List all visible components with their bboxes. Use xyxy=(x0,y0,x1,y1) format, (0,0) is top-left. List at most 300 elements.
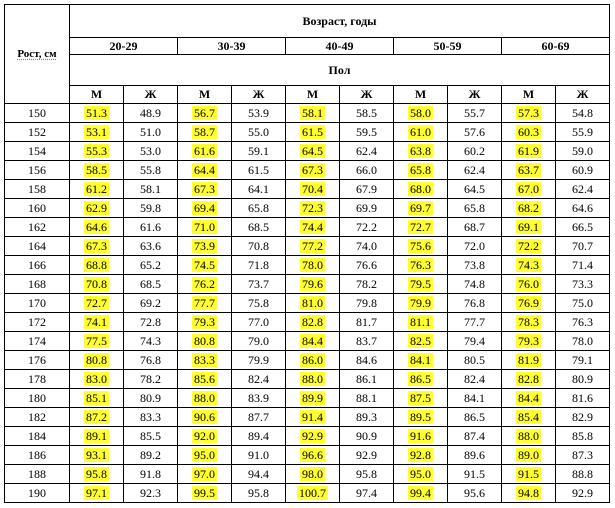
highlighted-value: 67.0 xyxy=(518,181,539,196)
female-weight-cell: 79.0 xyxy=(232,332,286,351)
highlighted-value: 89.0 xyxy=(518,447,539,462)
male-weight-cell xyxy=(178,180,232,199)
male-weight-cell xyxy=(178,161,232,180)
female-weight-cell: 51.0 xyxy=(124,123,178,142)
male-weight-cell xyxy=(178,237,232,256)
male-weight-cell xyxy=(70,370,124,389)
female-weight-cell: 80.9 xyxy=(124,389,178,408)
highlighted-value: 74.1 xyxy=(86,314,107,329)
male-weight-cell xyxy=(502,104,556,123)
height-cell: 184 xyxy=(5,427,70,446)
male-weight-cell xyxy=(394,465,448,484)
highlighted-value: 72.2 xyxy=(518,238,539,253)
male-weight-cell xyxy=(70,351,124,370)
female-weight-cell: 84.6 xyxy=(340,351,394,370)
female-weight-cell: 71.4 xyxy=(556,256,610,275)
female-weight-cell: 70.7 xyxy=(556,237,610,256)
female-weight-cell: 76.3 xyxy=(556,313,610,332)
male-weight-cell xyxy=(178,199,232,218)
male-weight-cell xyxy=(286,351,340,370)
female-weight-cell: 87.4 xyxy=(448,427,502,446)
male-weight-cell xyxy=(502,218,556,237)
highlighted-value: 92.0 xyxy=(194,428,215,443)
female-weight-cell: 80.9 xyxy=(556,370,610,389)
male-weight-cell xyxy=(70,446,124,465)
male-weight-cell xyxy=(394,408,448,427)
male-weight-cell xyxy=(70,123,124,142)
female-weight-cell: 65.2 xyxy=(124,256,178,275)
highlighted-value: 64.4 xyxy=(194,162,215,177)
male-weight-cell xyxy=(178,427,232,446)
female-weight-cell: 80.5 xyxy=(448,351,502,370)
highlighted-value: 72.7 xyxy=(86,295,107,310)
female-weight-cell: 76.8 xyxy=(124,351,178,370)
height-cell: 164 xyxy=(5,237,70,256)
male-weight-cell xyxy=(70,104,124,123)
highlighted-value: 74.3 xyxy=(518,257,539,272)
height-cell: 150 xyxy=(5,104,70,123)
highlighted-value: 69.7 xyxy=(410,200,431,215)
highlighted-value: 61.0 xyxy=(410,124,431,139)
highlighted-value: 60.3 xyxy=(518,124,539,139)
female-weight-cell: 89.4 xyxy=(232,427,286,446)
male-weight-cell xyxy=(178,465,232,484)
height-cell: 176 xyxy=(5,351,70,370)
table-row xyxy=(5,465,610,484)
male-weight-cell xyxy=(70,408,124,427)
table-row xyxy=(5,161,610,180)
male-weight-cell xyxy=(286,161,340,180)
height-cell: 190 xyxy=(5,484,70,503)
male-weight-cell xyxy=(394,332,448,351)
female-weight-cell: 72.2 xyxy=(340,218,394,237)
highlighted-value: 89.1 xyxy=(86,428,107,443)
male-weight-cell xyxy=(178,104,232,123)
highlighted-value: 84.4 xyxy=(518,390,539,405)
male-weight-cell xyxy=(178,370,232,389)
highlighted-value: 58.7 xyxy=(194,124,215,139)
highlighted-value: 61.5 xyxy=(302,124,323,139)
female-weight-cell: 81.6 xyxy=(556,389,610,408)
highlighted-value: 86.0 xyxy=(302,352,323,367)
highlighted-value: 57.3 xyxy=(518,105,539,120)
highlighted-value: 69.4 xyxy=(194,200,215,215)
male-weight-cell xyxy=(178,275,232,294)
highlighted-value: 67.3 xyxy=(194,181,215,196)
highlighted-value: 84.4 xyxy=(302,333,323,348)
male-weight-cell xyxy=(502,484,556,503)
female-weight-cell: 66.5 xyxy=(556,218,610,237)
male-weight-cell xyxy=(394,218,448,237)
highlighted-value: 82.5 xyxy=(410,333,431,348)
male-weight-cell xyxy=(70,199,124,218)
female-weight-cell: 86.5 xyxy=(448,408,502,427)
male-weight-cell xyxy=(502,370,556,389)
female-weight-cell: 73.7 xyxy=(232,275,286,294)
highlighted-value: 69.1 xyxy=(518,219,539,234)
female-weight-cell: 55.9 xyxy=(556,123,610,142)
age-header: Возраст, годы xyxy=(70,5,610,38)
sex-label-female: Ж xyxy=(556,86,610,104)
highlighted-value: 82.8 xyxy=(518,371,539,386)
male-weight-cell xyxy=(394,389,448,408)
male-weight-cell xyxy=(502,294,556,313)
male-weight-cell xyxy=(178,142,232,161)
male-weight-cell xyxy=(502,446,556,465)
male-weight-cell xyxy=(286,142,340,161)
female-weight-cell: 97.4 xyxy=(340,484,394,503)
age-group-60-69: 60-69 xyxy=(502,38,610,55)
highlighted-value: 62.9 xyxy=(86,200,107,215)
male-weight-cell xyxy=(394,123,448,142)
female-weight-cell: 95.6 xyxy=(448,484,502,503)
sex-label-female: Ж xyxy=(124,86,178,104)
female-weight-cell: 77.7 xyxy=(448,313,502,332)
highlighted-value: 53.1 xyxy=(86,124,107,139)
table-row xyxy=(5,313,610,332)
male-weight-cell xyxy=(286,275,340,294)
male-weight-cell xyxy=(70,161,124,180)
female-weight-cell: 68.5 xyxy=(232,218,286,237)
male-weight-cell xyxy=(394,142,448,161)
height-cell: 162 xyxy=(5,218,70,237)
highlighted-value: 65.8 xyxy=(410,162,431,177)
male-weight-cell xyxy=(70,180,124,199)
highlighted-value: 58.1 xyxy=(302,105,323,120)
female-weight-cell: 85.8 xyxy=(556,427,610,446)
male-weight-cell xyxy=(70,218,124,237)
male-weight-cell xyxy=(178,123,232,142)
female-weight-cell: 85.5 xyxy=(124,427,178,446)
male-weight-cell xyxy=(502,313,556,332)
highlighted-value: 89.9 xyxy=(302,390,323,405)
male-weight-cell xyxy=(394,446,448,465)
highlighted-value: 55.3 xyxy=(86,143,107,158)
highlighted-value: 88.0 xyxy=(518,428,539,443)
female-weight-cell: 89.6 xyxy=(448,446,502,465)
male-weight-cell xyxy=(502,199,556,218)
highlighted-value: 76.0 xyxy=(518,276,539,291)
male-weight-cell xyxy=(502,465,556,484)
female-weight-cell: 91.8 xyxy=(124,465,178,484)
table-row xyxy=(5,389,610,408)
female-weight-cell: 92.9 xyxy=(556,484,610,503)
female-weight-cell: 78.0 xyxy=(556,332,610,351)
highlighted-value: 67.3 xyxy=(302,162,323,177)
female-weight-cell: 53.9 xyxy=(232,104,286,123)
male-weight-cell xyxy=(286,180,340,199)
highlighted-value: 79.3 xyxy=(194,314,215,329)
female-weight-cell: 71.8 xyxy=(232,256,286,275)
male-weight-cell xyxy=(178,446,232,465)
male-weight-cell xyxy=(178,484,232,503)
female-weight-cell: 74.3 xyxy=(124,332,178,351)
sex-header: Пол xyxy=(70,55,610,86)
male-weight-cell xyxy=(502,275,556,294)
highlighted-value: 83.3 xyxy=(194,352,215,367)
male-weight-cell xyxy=(286,427,340,446)
height-cell: 174 xyxy=(5,332,70,351)
highlighted-value: 84.1 xyxy=(410,352,431,367)
female-weight-cell: 82.9 xyxy=(556,408,610,427)
male-weight-cell xyxy=(394,199,448,218)
highlighted-value: 96.6 xyxy=(302,447,323,462)
highlighted-value: 73.9 xyxy=(194,238,215,253)
female-weight-cell: 74.0 xyxy=(340,237,394,256)
male-weight-cell xyxy=(394,275,448,294)
highlighted-value: 67.3 xyxy=(86,238,107,253)
male-weight-cell xyxy=(502,237,556,256)
highlighted-value: 87.5 xyxy=(410,390,431,405)
female-weight-cell: 58.5 xyxy=(340,104,394,123)
male-weight-cell xyxy=(286,199,340,218)
sex-label-male: М xyxy=(394,86,448,104)
highlighted-value: 61.2 xyxy=(86,181,107,196)
highlighted-value: 77.7 xyxy=(194,295,215,310)
female-weight-cell: 86.1 xyxy=(340,370,394,389)
height-cell: 170 xyxy=(5,294,70,313)
weight-height-table xyxy=(4,4,610,503)
height-cell: 168 xyxy=(5,275,70,294)
female-weight-cell: 55.8 xyxy=(124,161,178,180)
male-weight-cell xyxy=(70,142,124,161)
height-cell: 154 xyxy=(5,142,70,161)
highlighted-value: 68.2 xyxy=(518,200,539,215)
female-weight-cell: 84.1 xyxy=(448,389,502,408)
table-row xyxy=(5,256,610,275)
highlighted-value: 93.1 xyxy=(86,447,107,462)
table-row xyxy=(5,294,610,313)
table-row xyxy=(5,218,610,237)
female-weight-cell: 65.8 xyxy=(448,199,502,218)
male-weight-cell xyxy=(394,370,448,389)
female-weight-cell: 83.3 xyxy=(124,408,178,427)
highlighted-value: 99.4 xyxy=(410,485,431,500)
female-weight-cell: 55.0 xyxy=(232,123,286,142)
table-row xyxy=(5,180,610,199)
highlighted-value: 95.0 xyxy=(194,447,215,462)
highlighted-value: 68.8 xyxy=(86,257,107,272)
female-weight-cell: 75.8 xyxy=(232,294,286,313)
female-weight-cell: 73.3 xyxy=(556,275,610,294)
table-row xyxy=(5,332,610,351)
table-row xyxy=(5,408,610,427)
male-weight-cell xyxy=(502,161,556,180)
highlighted-value: 79.5 xyxy=(410,276,431,291)
sex-label-male: М xyxy=(70,86,124,104)
female-weight-cell: 65.8 xyxy=(232,199,286,218)
sex-label-male: М xyxy=(178,86,232,104)
highlighted-value: 86.5 xyxy=(410,371,431,386)
male-weight-cell xyxy=(394,161,448,180)
highlighted-value: 85.1 xyxy=(86,390,107,405)
female-weight-cell: 69.2 xyxy=(124,294,178,313)
height-cell: 182 xyxy=(5,408,70,427)
female-weight-cell: 63.6 xyxy=(124,237,178,256)
highlighted-value: 74.4 xyxy=(302,219,323,234)
table-row xyxy=(5,104,610,123)
table-row xyxy=(5,446,610,465)
highlighted-value: 91.5 xyxy=(518,466,539,481)
male-weight-cell xyxy=(178,294,232,313)
female-weight-cell: 61.6 xyxy=(124,218,178,237)
male-weight-cell xyxy=(70,484,124,503)
female-weight-cell: 64.1 xyxy=(232,180,286,199)
highlighted-value: 79.3 xyxy=(518,333,539,348)
highlighted-value: 68.0 xyxy=(410,181,431,196)
highlighted-value: 77.2 xyxy=(302,238,323,253)
female-weight-cell: 91.5 xyxy=(448,465,502,484)
highlighted-value: 90.6 xyxy=(194,409,215,424)
male-weight-cell xyxy=(70,427,124,446)
female-weight-cell: 87.7 xyxy=(232,408,286,427)
highlighted-value: 81.9 xyxy=(518,352,539,367)
female-weight-cell: 61.5 xyxy=(232,161,286,180)
table-row xyxy=(5,275,610,294)
female-weight-cell: 87.3 xyxy=(556,446,610,465)
female-weight-cell: 95.8 xyxy=(340,465,394,484)
highlighted-value: 63.8 xyxy=(410,143,431,158)
male-weight-cell xyxy=(502,332,556,351)
female-weight-cell: 59.8 xyxy=(124,199,178,218)
highlighted-value: 76.2 xyxy=(194,276,215,291)
female-weight-cell: 90.9 xyxy=(340,427,394,446)
highlighted-value: 94.8 xyxy=(518,485,539,500)
female-weight-cell: 78.2 xyxy=(124,370,178,389)
female-weight-cell: 79.1 xyxy=(556,351,610,370)
table-row xyxy=(5,351,610,370)
height-column-header: Рост, см xyxy=(5,5,70,104)
female-weight-cell: 82.4 xyxy=(448,370,502,389)
highlighted-value: 88.0 xyxy=(194,390,215,405)
highlighted-value: 100.7 xyxy=(299,485,326,500)
male-weight-cell xyxy=(286,465,340,484)
female-weight-cell: 83.7 xyxy=(340,332,394,351)
highlighted-value: 74.5 xyxy=(194,257,215,272)
female-weight-cell: 88.8 xyxy=(556,465,610,484)
highlighted-value: 91.6 xyxy=(410,428,431,443)
age-group-40-49: 40-49 xyxy=(286,38,394,55)
sex-label-female: Ж xyxy=(232,86,286,104)
female-weight-cell: 64.6 xyxy=(556,199,610,218)
male-weight-cell xyxy=(502,389,556,408)
female-weight-cell: 59.1 xyxy=(232,142,286,161)
age-group-30-39: 30-39 xyxy=(178,38,286,55)
highlighted-value: 56.7 xyxy=(194,105,215,120)
female-weight-cell: 89.2 xyxy=(124,446,178,465)
sex-label-male: М xyxy=(502,86,556,104)
sex-label-female: Ж xyxy=(448,86,502,104)
female-weight-cell: 62.4 xyxy=(340,142,394,161)
highlighted-value: 97.1 xyxy=(86,485,107,500)
male-weight-cell xyxy=(178,332,232,351)
male-weight-cell xyxy=(70,389,124,408)
highlighted-value: 76.9 xyxy=(518,295,539,310)
table-row xyxy=(5,484,610,503)
female-weight-cell: 92.9 xyxy=(340,446,394,465)
height-cell: 172 xyxy=(5,313,70,332)
highlighted-value: 64.6 xyxy=(86,219,107,234)
male-weight-cell xyxy=(70,275,124,294)
male-weight-cell xyxy=(394,484,448,503)
highlighted-value: 71.0 xyxy=(194,219,215,234)
male-weight-cell xyxy=(178,389,232,408)
female-weight-cell: 67.9 xyxy=(340,180,394,199)
height-cell: 180 xyxy=(5,389,70,408)
highlighted-value: 72.3 xyxy=(302,200,323,215)
female-weight-cell: 72.8 xyxy=(124,313,178,332)
male-weight-cell xyxy=(502,180,556,199)
highlighted-value: 51.3 xyxy=(86,105,107,120)
female-weight-cell: 72.0 xyxy=(448,237,502,256)
highlighted-value: 91.4 xyxy=(302,409,323,424)
female-weight-cell: 57.6 xyxy=(448,123,502,142)
highlighted-value: 81.0 xyxy=(302,295,323,310)
female-weight-cell: 60.9 xyxy=(556,161,610,180)
male-weight-cell xyxy=(286,332,340,351)
male-weight-cell xyxy=(286,313,340,332)
sex-label-female: Ж xyxy=(340,86,394,104)
male-weight-cell xyxy=(502,351,556,370)
female-weight-cell: 76.6 xyxy=(340,256,394,275)
highlighted-value: 72.7 xyxy=(410,219,431,234)
highlighted-value: 78.3 xyxy=(518,314,539,329)
height-cell: 152 xyxy=(5,123,70,142)
male-weight-cell xyxy=(394,256,448,275)
highlighted-value: 79.6 xyxy=(302,276,323,291)
male-weight-cell xyxy=(502,256,556,275)
female-weight-cell: 88.1 xyxy=(340,389,394,408)
male-weight-cell xyxy=(394,237,448,256)
age-group-20-29: 20-29 xyxy=(70,38,178,55)
male-weight-cell xyxy=(394,313,448,332)
female-weight-cell: 94.4 xyxy=(232,465,286,484)
female-weight-cell: 69.9 xyxy=(340,199,394,218)
highlighted-value: 70.4 xyxy=(302,181,323,196)
female-weight-cell: 78.2 xyxy=(340,275,394,294)
male-weight-cell xyxy=(286,408,340,427)
female-weight-cell: 77.0 xyxy=(232,313,286,332)
male-weight-cell xyxy=(70,465,124,484)
highlighted-value: 79.9 xyxy=(410,295,431,310)
female-weight-cell: 62.4 xyxy=(556,180,610,199)
male-weight-cell xyxy=(286,389,340,408)
highlighted-value: 64.5 xyxy=(302,143,323,158)
male-weight-cell xyxy=(286,294,340,313)
female-weight-cell: 73.8 xyxy=(448,256,502,275)
highlighted-value: 70.8 xyxy=(86,276,107,291)
female-weight-cell: 81.7 xyxy=(340,313,394,332)
female-weight-cell: 83.9 xyxy=(232,389,286,408)
male-weight-cell xyxy=(394,180,448,199)
male-weight-cell xyxy=(70,256,124,275)
male-weight-cell xyxy=(70,313,124,332)
highlighted-value: 92.9 xyxy=(302,428,323,443)
highlighted-value: 82.8 xyxy=(302,314,323,329)
male-weight-cell xyxy=(502,427,556,446)
female-weight-cell: 68.7 xyxy=(448,218,502,237)
male-weight-cell xyxy=(502,142,556,161)
age-group-50-59: 50-59 xyxy=(394,38,502,55)
highlighted-value: 87.2 xyxy=(86,409,107,424)
highlighted-value: 80.8 xyxy=(86,352,107,367)
male-weight-cell xyxy=(70,237,124,256)
male-weight-cell xyxy=(286,237,340,256)
male-weight-cell xyxy=(178,313,232,332)
male-weight-cell xyxy=(502,123,556,142)
height-cell: 160 xyxy=(5,199,70,218)
female-weight-cell: 95.8 xyxy=(232,484,286,503)
